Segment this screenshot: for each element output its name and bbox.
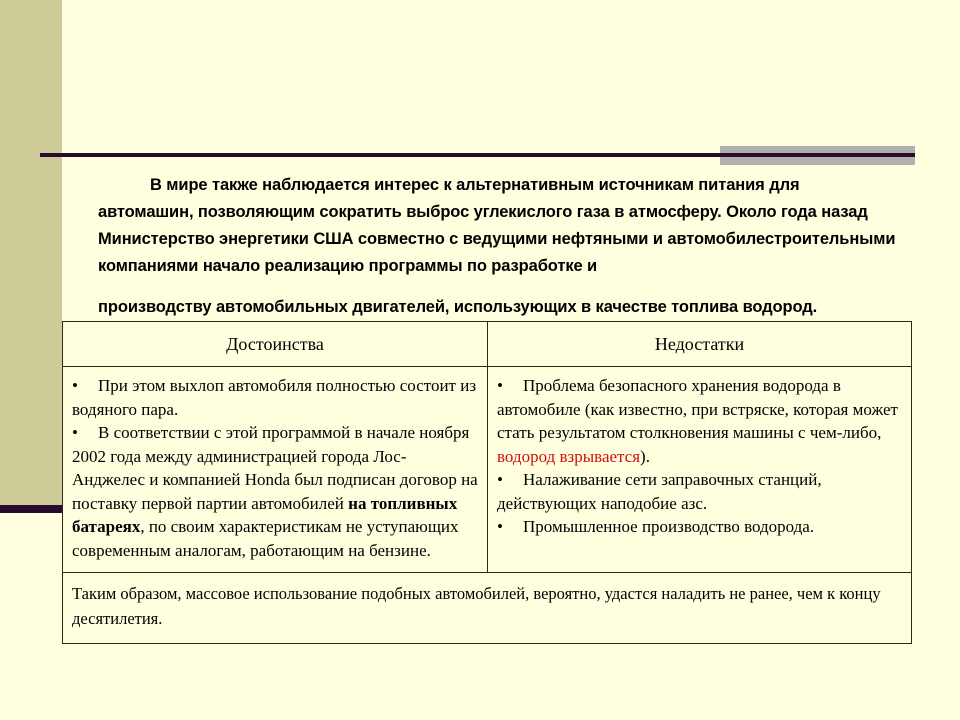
table-header-label-pros: Достоинства bbox=[226, 333, 324, 354]
table-header-cell-pros bbox=[63, 322, 488, 367]
cons-item bbox=[497, 468, 902, 515]
cons-text: Промышленное производство водорода. bbox=[523, 517, 815, 536]
table-cell-cons bbox=[488, 367, 912, 573]
table-header-row bbox=[63, 322, 912, 367]
cons-bullet-list bbox=[497, 374, 902, 539]
table-cell-conclusion bbox=[63, 573, 912, 644]
pros-bullet-list bbox=[72, 374, 478, 562]
pros-item bbox=[72, 374, 478, 421]
intro-paragraph-2: производству автомобильных двигателей, использующих в качестве топлива водород. bbox=[98, 298, 818, 316]
cons-item bbox=[497, 515, 902, 539]
pros-text: При этом выхлоп автомобиля полностью состоит из водяного пара. bbox=[72, 376, 477, 419]
table-header-cell-cons bbox=[488, 322, 912, 367]
header-accent-rule-overlay bbox=[720, 153, 915, 157]
bullet-icon: • bbox=[72, 376, 78, 395]
cons-text: Налаживание сети заправочных станций, действующих наподобие азс. bbox=[497, 470, 822, 513]
cons-text: Проблема безопасного хранения водорода в автомобиле (как известно, при встряске, которая может стать результатом столкновения машины с чем-либо, bbox=[497, 376, 898, 442]
table-header-label-cons: Недостатки bbox=[654, 333, 745, 354]
table-footer-row bbox=[63, 573, 912, 644]
pros-cons-table bbox=[62, 321, 912, 644]
sidebar-decoration-band bbox=[0, 0, 62, 511]
bullet-icon: • bbox=[497, 517, 503, 536]
pros-text: , по своим характеристикам не уступающих современным аналогам, работающим на бензине. bbox=[72, 517, 459, 560]
cons-highlight-text: водород взрывается bbox=[497, 446, 641, 466]
conclusion-text: Таким образом, массовое использование подобных автомобилей, вероятно, удастся наладить не ранее, чем к концу десятилетия. bbox=[72, 584, 881, 628]
pros-emphasis-text: на топливных батареях bbox=[72, 493, 458, 536]
bullet-icon: • bbox=[497, 376, 503, 395]
pros-text: В соответствии с этой программой в начале ноября 2002 года между администрацией города Лос-Анджелес и компанией Honda был подписан договор на поставку первой партии автомобилей bbox=[72, 423, 478, 513]
pros-item bbox=[72, 421, 478, 562]
intro-paragraph-block bbox=[98, 172, 898, 321]
cons-item bbox=[497, 374, 902, 468]
cons-text: ). bbox=[640, 446, 650, 466]
table-cell-pros bbox=[63, 367, 488, 573]
intro-paragraph-1: В мире также наблюдается интерес к альтернативным источникам питания для автомашин, позволяющим сократить выброс углекислого газа в атмосферу. Около года назад Министерство энергетики США совместно с ведущими нефтяными и автомобилестроительными компаниями начало реализацию программы по разработке и bbox=[98, 176, 896, 275]
bullet-icon: • bbox=[72, 423, 78, 442]
bullet-icon: • bbox=[497, 470, 503, 489]
table-body-row bbox=[63, 367, 912, 573]
sidebar-accent-rule bbox=[0, 505, 62, 513]
